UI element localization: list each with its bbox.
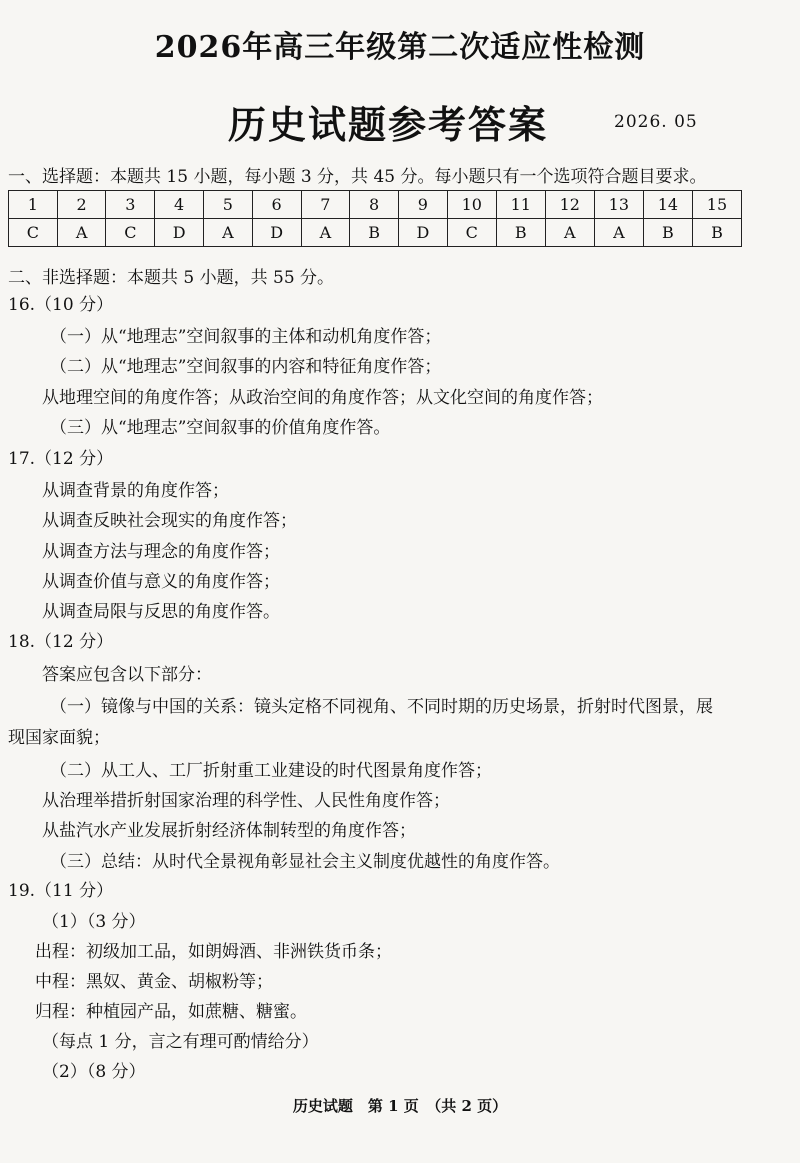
answer-cell: B — [496, 219, 545, 247]
answer-line: 中程：黑奴、黄金、胡椒粉等； — [35, 972, 273, 992]
section1-heading: 一、选择题：本题共 15 小题，每小题 3 分，共 45 分。每小题只有一个选项符合题目要求。 — [8, 167, 707, 187]
question-heading: 16.（10 分） — [8, 295, 114, 315]
section2-heading: 二、非选择题：本题共 5 小题，共 55 分。 — [8, 268, 335, 288]
question-number-cell: 15 — [692, 191, 741, 219]
exam-date: 2026. 05 — [614, 112, 698, 132]
answer-line: （每点 1 分，言之有理可酌情给分） — [42, 1032, 319, 1052]
answer-line: 答案应包含以下部分： — [42, 665, 212, 685]
answer-line: 现国家面貌； — [8, 728, 110, 748]
answer-line: 出程：初级加工品，如朗姆酒、非洲铁货币条； — [35, 942, 392, 962]
answer-table — [8, 190, 742, 247]
answer-cell: C — [9, 219, 58, 247]
answer-cell: D — [398, 219, 447, 247]
question-number-cell: 5 — [204, 191, 253, 219]
answer-line: （一）镜像与中国的关系：镜头定格不同视角、不同时期的历史场景，折射时代图景，展 — [50, 697, 713, 717]
question-number-cell: 9 — [398, 191, 447, 219]
answer-line: 从地理空间的角度作答；从政治空间的角度作答；从文化空间的角度作答； — [42, 388, 603, 408]
question-number-cell: 7 — [301, 191, 350, 219]
answer-line: （2）（8 分） — [42, 1062, 146, 1082]
question-number-cell: 8 — [350, 191, 399, 219]
answer-cell: C — [447, 219, 496, 247]
answer-table-number-row — [9, 191, 742, 219]
question-number-cell: 6 — [252, 191, 301, 219]
answer-cell: C — [106, 219, 155, 247]
question-number-cell: 13 — [594, 191, 643, 219]
answer-line: 从调查背景的角度作答； — [42, 481, 229, 501]
answer-cell: D — [155, 219, 204, 247]
answer-line: 从调查方法与理念的角度作答； — [42, 542, 280, 562]
question-number-cell: 3 — [106, 191, 155, 219]
answer-line: （二）从“地理志”空间叙事的内容和特征角度作答； — [50, 357, 442, 377]
answer-line: （一）从“地理志”空间叙事的主体和动机角度作答； — [50, 327, 442, 347]
answer-line: （二）从工人、工厂折射重工业建设的时代图景角度作答； — [50, 761, 492, 781]
answer-cell: B — [692, 219, 741, 247]
answer-line: （1）（3 分） — [42, 912, 146, 932]
page-footer: 历史试题 第 1 页 （共 2 页） — [292, 1097, 508, 1115]
answer-line: 归程：种植园产品，如蔗糖、糖蜜。 — [35, 1002, 307, 1022]
question-heading: 19.（11 分） — [8, 881, 114, 901]
answer-line: （三）总结：从时代全景视角彰显社会主义制度优越性的角度作答。 — [50, 852, 560, 872]
answer-cell: B — [643, 219, 692, 247]
question-number-cell: 11 — [496, 191, 545, 219]
answer-cell: D — [252, 219, 301, 247]
answer-cell: A — [57, 219, 106, 247]
answer-cell: A — [301, 219, 350, 247]
answer-line: 从调查局限与反思的角度作答。 — [42, 602, 280, 622]
answer-cell: A — [545, 219, 594, 247]
answer-line: 从调查价值与意义的角度作答； — [42, 572, 280, 592]
question-number-cell: 1 — [9, 191, 58, 219]
question-number-cell: 10 — [447, 191, 496, 219]
question-number-cell: 12 — [545, 191, 594, 219]
question-number-cell: 14 — [643, 191, 692, 219]
answer-line: 从调查反映社会现实的角度作答； — [42, 511, 297, 531]
answer-table-answer-row — [9, 219, 742, 247]
answer-cell: A — [594, 219, 643, 247]
question-heading: 17.（12 分） — [8, 449, 114, 469]
answer-line: 从盐汽水产业发展折射经济体制转型的角度作答； — [42, 821, 416, 841]
answer-cell: A — [204, 219, 253, 247]
question-number-cell: 4 — [155, 191, 204, 219]
question-number-cell: 2 — [57, 191, 106, 219]
answer-cell: B — [350, 219, 399, 247]
exam-subtitle: 历史试题参考答案 — [228, 102, 549, 147]
question-heading: 18.（12 分） — [8, 632, 114, 652]
answer-line: 从治理举措折射国家治理的科学性、人民性角度作答； — [42, 791, 450, 811]
exam-title: 2026年高三年级第二次适应性检测 — [154, 30, 646, 65]
answer-line: （三）从“地理志”空间叙事的价值角度作答。 — [50, 418, 391, 438]
